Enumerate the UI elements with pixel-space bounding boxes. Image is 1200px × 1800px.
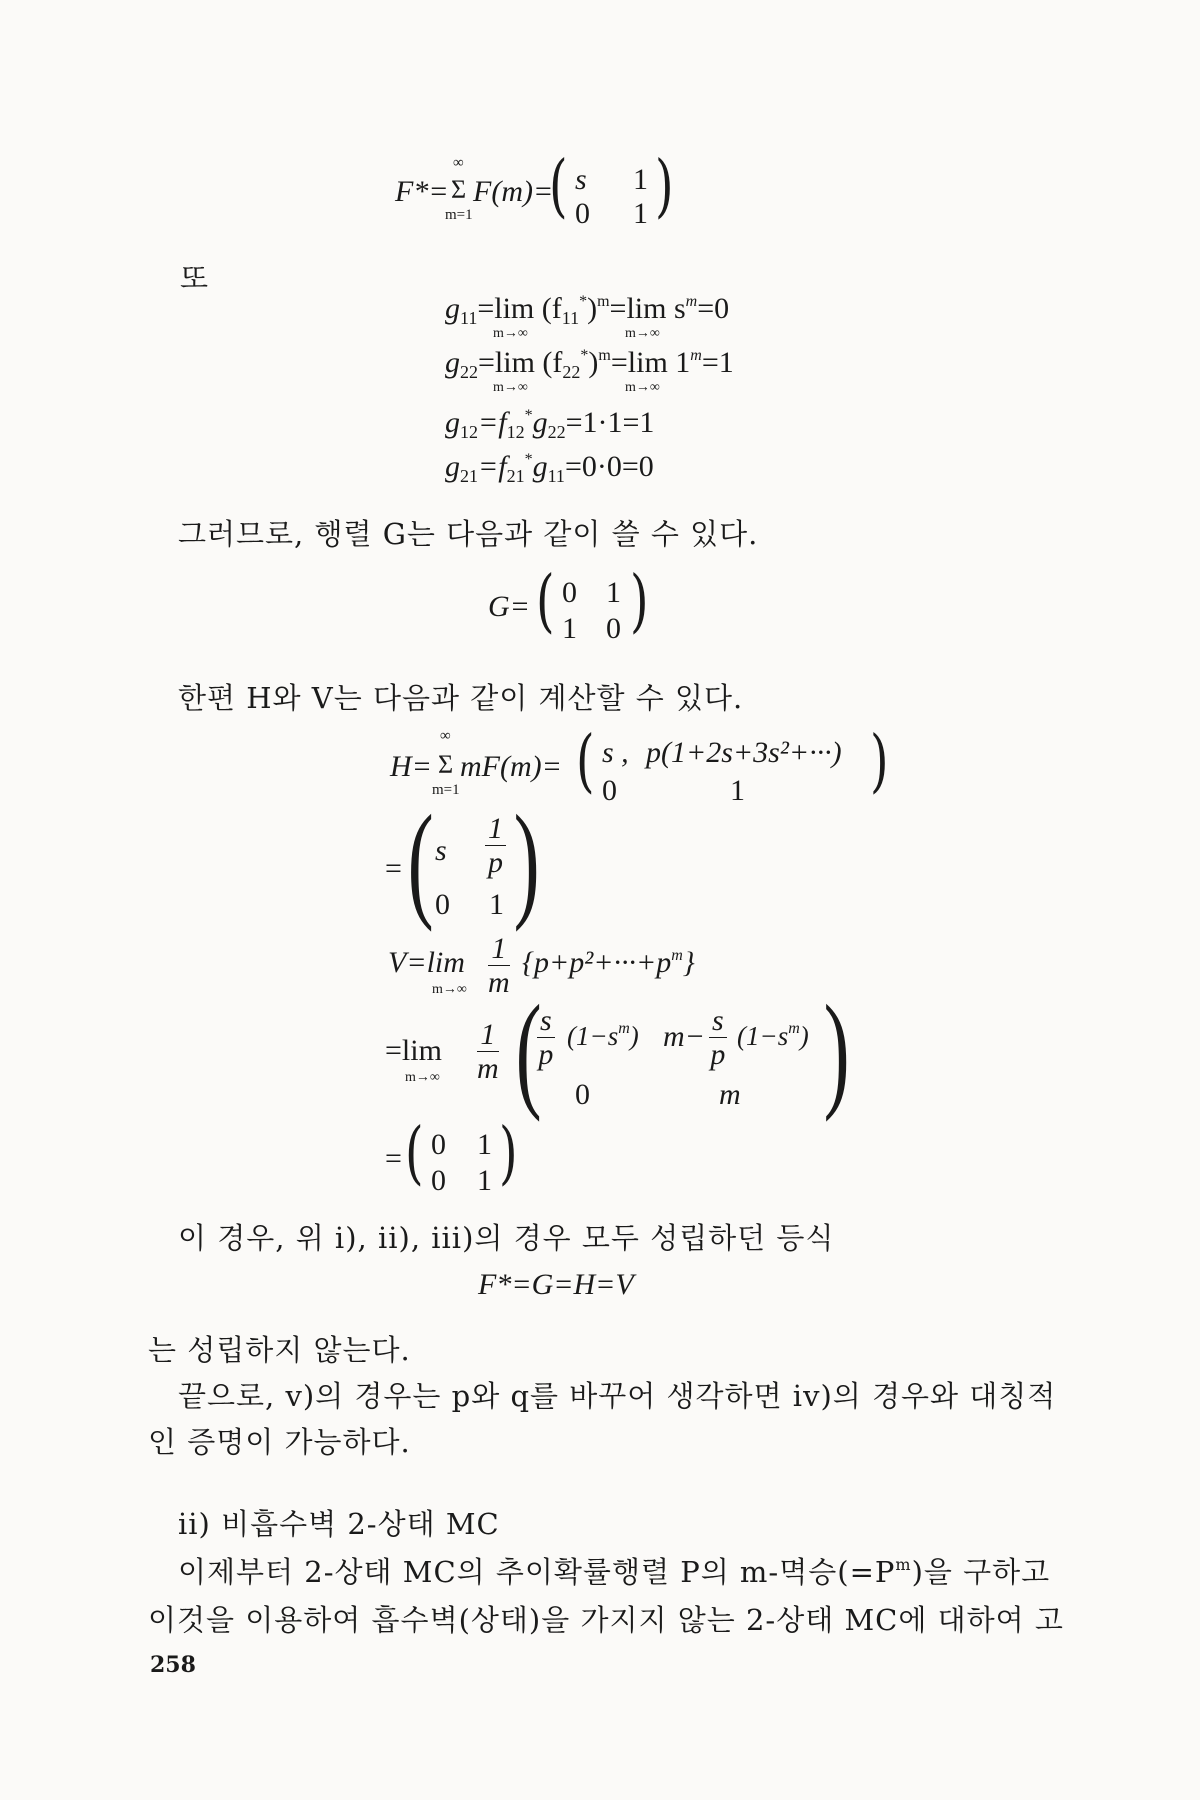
equation-v: V=lim m→∞ $\frac{1}{m}$ $\{p+p^2+\cdot\cdot\cdot+p^m\}$ [388,932,695,999]
equation-g21: $g_{21}=f_{21}^*g_{11}=0\cdot 0=0$ [445,450,654,486]
equation-v-expanded: =lim m→∞ $\frac{1}{m}$ ( $\frac{s}{p}$ $(1-s^m)$ m− $\frac{s}{p}$ $(1-s^m)$ 0 m ) [385,979,850,1123]
text-hv-intro: 한편 H와 V는 다음과 같이 계산할 수 있다. [178,681,744,715]
book-page: F*= ∞ Σ m=1 F(m)= ( s 1 0 1 ) 또 $g_{11}=\lim$ $(f_{11}^*)^m=\lim$ $s^m=0$ m→∞ m→∞ $g_{22}=\lim$ $(f_{22}^*)^m=\lim$ $1^m=1$ m→∞ m→∞ $g_{12}=f_{12}^*g_{22}=1\cdot 1=1$ $g_{21}=f_{21}^*g_{11}=0\cdot 0=0$ 그러므로, 행렬 G는 다음과 같이 쓸 수 있다. G= ( 0 1 1 0 ) 한편 H와 V는 다음과 같이 계산할 수 있다. H= ∞ Σ m=1 mF(m)= ( s , p(1+2s+3s²+···) 0 1 ) = ( s $\frac{1}{p}$ 0 1 ) V=lim m→∞ $\frac{1}{m}$ $\{p+p^2+\cdot\cdot\cdot+p^m\}$ =lim m→∞ $\frac{1}{m}$ ( $\frac{s}{p}$ $(1-s^m)$ m− $\frac{s}{p}$ $(1-s^m)$ 0 m ) = ( 0 1 0 1 ) 이 경우, 위 i), ii), iii)의 경우 모두 성립하던 등식 F*=G=H=V 는 성립하지 않는다. 끝으로, v)의 경우는 p와 q를 바꾸어 생각하면 iv)의 경우와 대칭적 인 증명이 가능하다. ii) 비흡수벽 2-상태 MC 이제부터 2-상태 MC의 추이확률행렬 P의 m-멱승$(=P^m)$을 구하고 이것을 이용하여 흡수벽(상태)을 가지지 않는 2-상태 MC에 대하여 고 258 [148,147,1064,1678]
text-paragraph-line2: 이것을 이용하여 흡수벽(상태)을 가지지 않는 2-상태 MC에 대하여 고 [148,1603,1064,1637]
text-paragraph-line1: 이제부터 2-상태 MC의 추이확률행렬 P의 m-멱승$(=P^m)$을 구하고 [178,1555,1051,1589]
equation-h-simplified: = ( s $\frac{1}{p}$ 0 1 ) [385,789,540,933]
equation-g12: $g_{12}=f_{12}^*g_{22}=1\cdot 1=1$ [445,406,655,442]
section-heading: ii) 비흡수벽 2-상태 MC [178,1507,500,1541]
text-finally-line1: 끝으로, v)의 경우는 p와 q를 바꾸어 생각하면 iv)의 경우와 대칭적 [178,1379,1057,1413]
page-number: 258 [150,1652,196,1678]
text-also: 또 [180,261,210,295]
equation-g11: $g_{11}=\lim$ $(f_{11}^*)^m=\lim$ $s^m=0$ m→∞ m→∞ [445,292,730,341]
text-not-hold: 는 성립하지 않는다. [148,1333,411,1367]
equation-g22: $g_{22}=\lim$ $(f_{22}^*)^m=\lim$ $1^m=1$ m→∞ m→∞ [445,346,734,395]
equation-h: H= ∞ Σ m=1 mF(m)= ( s , p(1+2s+3s²+···) 0 1 ) [390,722,889,807]
equation-all-equal: F*=G=H=V [478,1268,634,1301]
text-g-intro: 그러므로, 행렬 G는 다음과 같이 쓸 수 있다. [178,517,759,551]
text-finally-line2: 인 증명이 가능하다. [148,1425,411,1459]
text-case: 이 경우, 위 i), ii), iii)의 경우 모두 성립하던 등식 [178,1221,835,1255]
